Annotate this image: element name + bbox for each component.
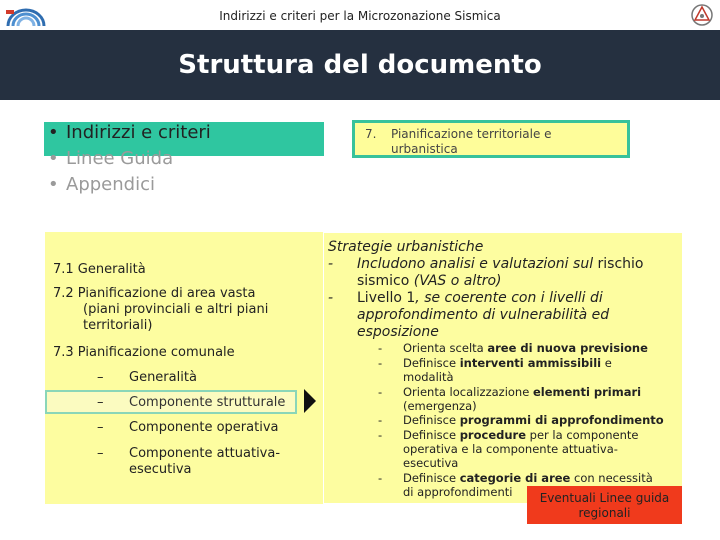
bullet-5: Definisce procedure per la componente [403,428,639,442]
bullet-icon: • [48,174,59,195]
subitem-componente-attuativa-line2: esecutiva [129,462,192,477]
bullet-icon: • [48,148,59,169]
dash-marker: - [378,356,383,370]
document-header-title: Indirizzi e criteri per la Microzonazione Sismica [219,9,501,23]
strategies-heading: Strategie urbanistiche [328,239,484,255]
subitem-componente-operativa[interactable]: Componente operativa [129,420,279,435]
section-number: 7. [365,127,377,141]
strategies-panel [324,233,682,503]
strategy-1-line1: Includono analisi e valutazioni sul rischio [357,256,644,272]
toc-item-appendici[interactable] [48,172,211,198]
subitem-componente-strutturale[interactable]: Componente strutturale [129,395,286,410]
subitem-componente-attuativa[interactable]: Componente attuativa- [129,446,281,461]
bullet-5-line2: operativa e la componente attuativa- [403,442,618,456]
bullet-5-line3: esecutiva [403,456,459,470]
emblem-icon [690,3,714,27]
strategy-2-line3: esposizione [357,324,439,340]
subsection-7-2-line3: territoriali) [83,318,153,333]
toc-item-label: Linee Guida [66,148,174,169]
slide-title: Struttura del documento [178,50,542,80]
bullet-3-line2: (emergenza) [403,399,477,413]
bullet-2-line2: modalità [403,370,454,384]
bullet-3: Orienta localizzazione elementi primari [403,385,642,399]
section-heading-box [352,120,630,158]
bullet-1: Orienta scelta aree di nuova previsione [403,341,648,355]
subsection-7-3[interactable]: 7.3 Pianificazione comunale [53,345,235,360]
dash-marker: - [378,385,383,399]
toc-item-linee-guida[interactable] [48,146,211,172]
dash-marker: - [328,256,334,272]
dash-marker: - [378,413,383,427]
bullet-2: Definisce interventi ammissibili e [403,356,612,370]
strategy-1-line2: sismico (VAS o altro) [357,273,502,289]
callout-line2: regionali [578,506,631,520]
subsection-7-2[interactable]: 7.2 Pianificazione di area vasta [53,286,256,301]
subitem-generalita[interactable]: Generalità [129,370,197,385]
section-title: Pianificazione territoriale e urbanistica [391,127,552,156]
dash-marker: – [97,370,104,385]
callout-line1: Eventuali Linee guida [539,491,670,505]
dash-marker: – [97,446,104,461]
title-banner [0,30,720,100]
strategy-2-line1: Livello 1, se coerente con i livelli di [357,290,603,306]
strategy-2-line2: approfondimento di vulnerabilità ed [357,307,610,323]
dash-marker: – [97,420,104,435]
dash-marker: - [328,290,334,306]
toc-item-label: Indirizzi e criteri [66,122,211,143]
top-bar [0,0,720,30]
dash-marker: – [97,395,104,410]
bullet-6-line2: di approfondimenti [403,485,513,499]
toc-item-label: Appendici [66,174,155,195]
regional-guidelines-callout [527,486,682,524]
table-of-contents [48,120,211,198]
dash-marker: - [378,341,383,355]
pointer-arrow-icon [304,389,316,413]
bullet-icon: • [48,122,59,143]
bullet-6: Definisce categorie di aree con necessità [403,471,653,485]
toc-item-indirizzi-criteri[interactable] [48,120,211,146]
subsection-7-1[interactable]: 7.1 Generalità [53,262,146,277]
dash-marker: - [378,471,383,485]
bullet-4: Definisce programmi di approfondimento [403,413,664,427]
dash-marker: - [378,428,383,442]
subsection-7-2-line2: (piani provinciali e altri piani [83,302,269,317]
